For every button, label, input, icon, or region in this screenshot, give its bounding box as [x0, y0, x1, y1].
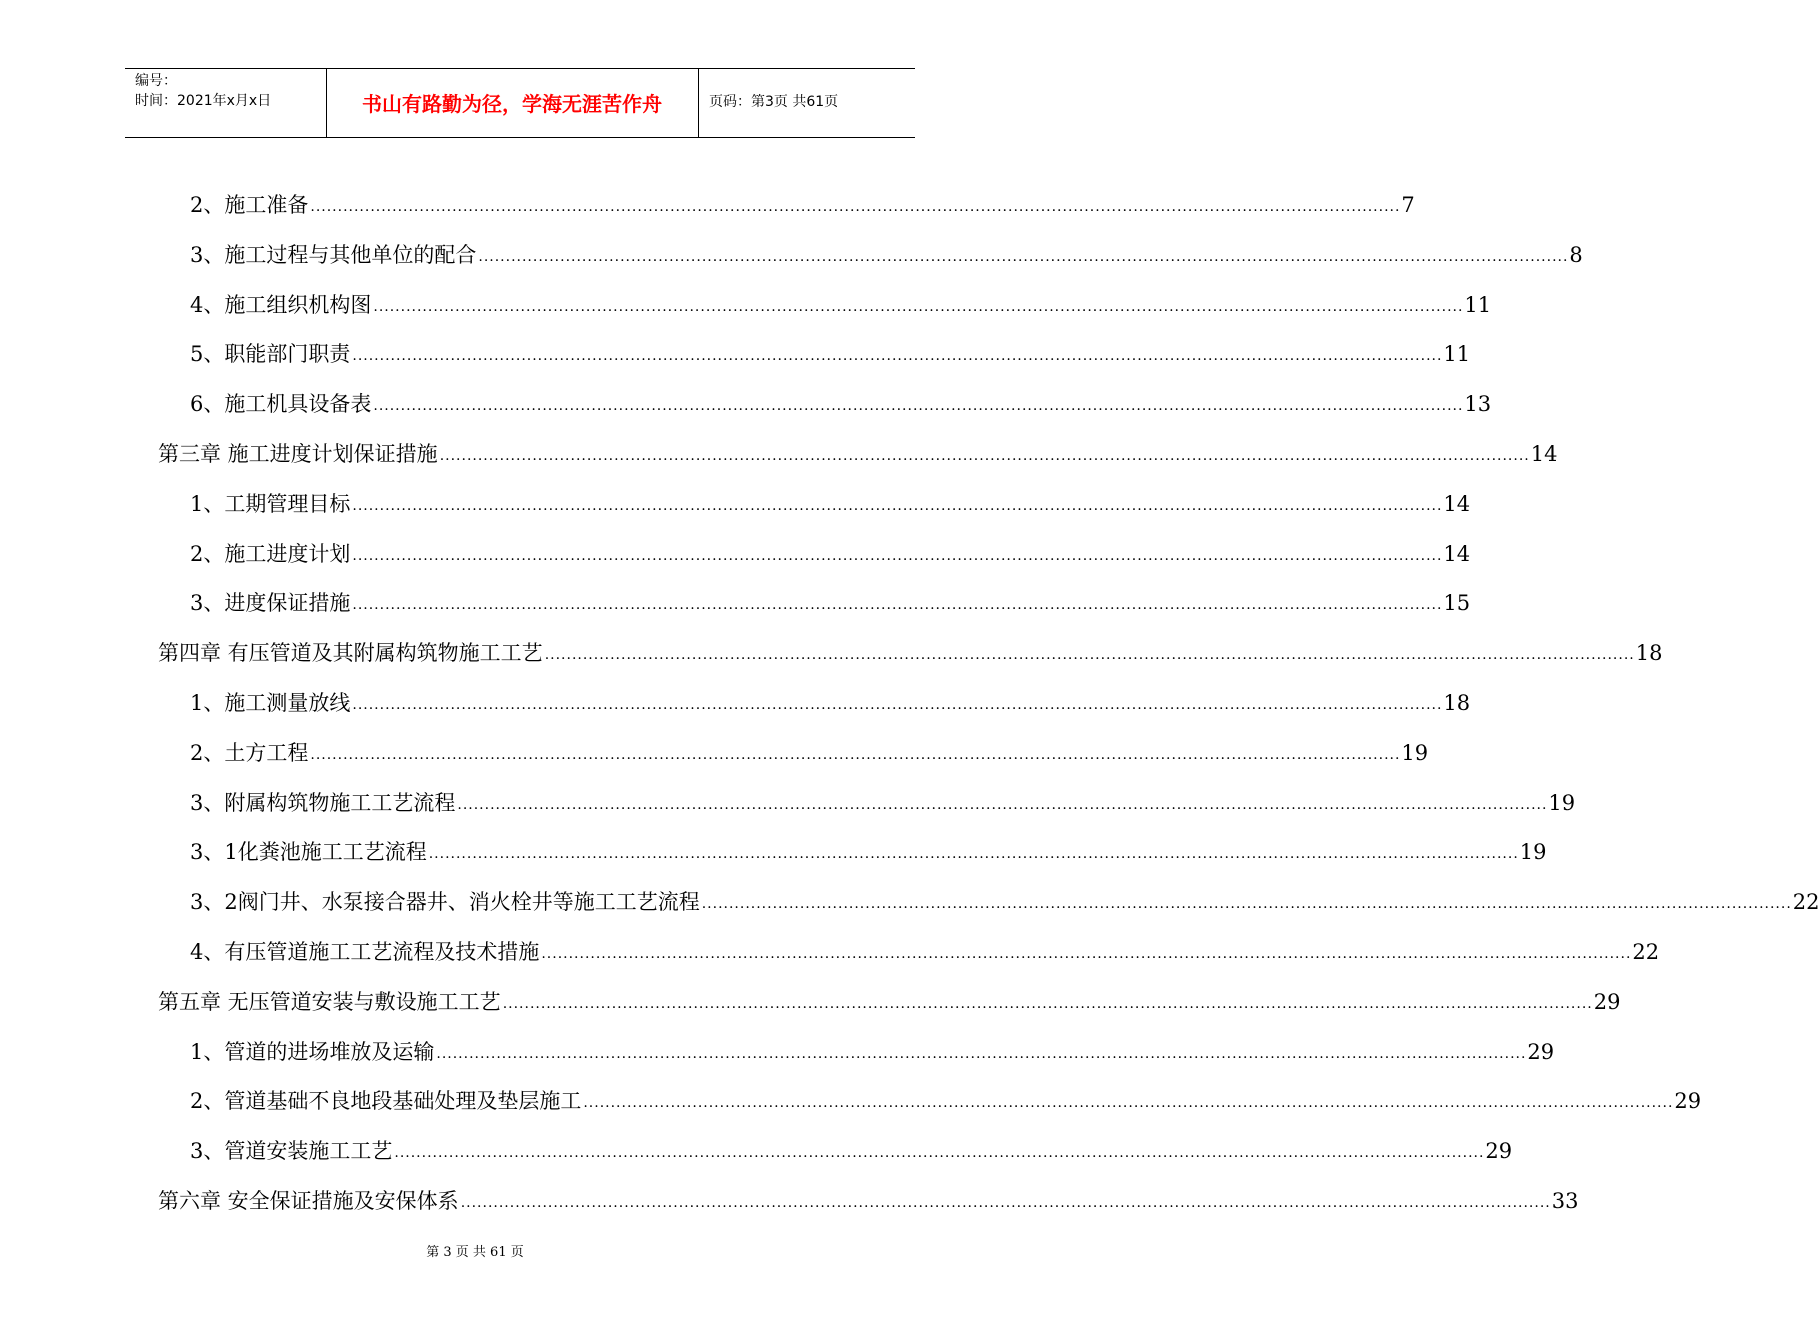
toc-leader-dots: ........................................................................................................................................................................................................ [428, 846, 1519, 862]
toc-page-number: 19 [1548, 791, 1576, 815]
toc-page-number: 19 [1401, 741, 1429, 765]
toc-section-entry[interactable] [190, 367, 1492, 417]
toc-page-number: 33 [1551, 1189, 1579, 1213]
toc-section-entry[interactable] [190, 317, 1471, 367]
toc-entry-title: 第五章 无压管道安装与敷设施工工艺 [158, 990, 501, 1014]
toc-entry-title: 4、施工组织机构图 [190, 293, 372, 317]
toc-section-entry[interactable] [190, 666, 1471, 716]
toc-page-number: 22 [1632, 940, 1660, 964]
toc-section-entry[interactable] [190, 168, 1415, 218]
toc-leader-dots: ........................................................................................................................................................................................................ [352, 498, 1443, 514]
toc-leader-dots: ........................................................................................................................................................................................................ [583, 1095, 1674, 1111]
toc-section-entry[interactable] [190, 268, 1492, 318]
header-divider [698, 69, 699, 137]
toc-page-number: 19 [1519, 840, 1547, 864]
toc-entry-title: 5、职能部门职责 [190, 342, 351, 366]
toc-entry-title: 3、2阀门井、水泵接合器井、消火栓井等施工工艺流程 [190, 890, 700, 914]
toc-leader-dots: ........................................................................................................................................................................................................ [373, 299, 1464, 315]
toc-entry-title: 2、土方工程 [190, 741, 309, 765]
toc-section-entry[interactable] [190, 566, 1471, 616]
toc-page-number: 14 [1443, 542, 1471, 566]
toc-entry-title: 第三章 施工进度计划保证措施 [158, 442, 438, 466]
toc-page-number: 8 [1569, 243, 1583, 267]
toc-entry-title: 3、进度保证措施 [190, 591, 351, 615]
toc-section-entry[interactable] [190, 1114, 1513, 1164]
toc-chapter-entry[interactable] [158, 965, 1621, 1015]
toc-leader-dots: ........................................................................................................................................................................................................ [436, 1046, 1527, 1062]
toc-entry-title: 第四章 有压管道及其附属构筑物施工工艺 [158, 641, 543, 665]
toc-page-number: 13 [1464, 392, 1492, 416]
toc-entry-title: 4、有压管道施工工艺流程及技术措施 [190, 940, 540, 964]
header-motto: 书山有路勤为径，学海无涯苦作舟 [362, 92, 662, 116]
code-label: 编号： [135, 73, 177, 89]
toc-leader-dots: ........................................................................................................................................................................................................ [544, 647, 1635, 663]
toc-section-entry[interactable] [190, 716, 1429, 766]
toc-entry-title: 1、施工测量放线 [190, 691, 351, 715]
toc-leader-dots: ........................................................................................................................................................................................................ [502, 996, 1593, 1012]
toc-entry-title: 第六章 安全保证措施及安保体系 [158, 1189, 459, 1213]
toc-section-entry[interactable] [190, 915, 1660, 965]
toc-section-entry[interactable] [190, 467, 1471, 517]
toc-page-number: 14 [1530, 442, 1558, 466]
toc-leader-dots: ........................................................................................................................................................................................................ [352, 597, 1443, 613]
toc-page-number: 11 [1464, 293, 1492, 317]
toc-section-entry[interactable] [190, 1064, 1702, 1114]
toc-page-number: 29 [1485, 1139, 1513, 1163]
page-header [125, 68, 915, 138]
toc-chapter-entry[interactable] [158, 616, 1663, 666]
toc-entry-title: 2、施工准备 [190, 193, 309, 217]
toc-entry-title: 1、工期管理目标 [190, 492, 351, 516]
toc-leader-dots: ........................................................................................................................................................................................................ [310, 199, 1401, 215]
toc-entry-title: 2、施工进度计划 [190, 542, 351, 566]
toc-leader-dots: ........................................................................................................................................................................................................ [439, 448, 1530, 464]
time-label: 时间：2021年x月x日 [135, 93, 272, 109]
toc-page-number: 29 [1593, 990, 1621, 1014]
toc-entry-title: 3、施工过程与其他单位的配合 [190, 243, 477, 267]
toc-section-entry[interactable] [190, 218, 1583, 268]
toc-leader-dots: ........................................................................................................................................................................................................ [457, 797, 1548, 813]
toc-leader-dots: ........................................................................................................................................................................................................ [394, 1145, 1485, 1161]
toc-leader-dots: ........................................................................................................................................................................................................ [310, 747, 1401, 763]
header-meta [135, 71, 271, 111]
toc-entry-title: 3、1化粪池施工工艺流程 [190, 840, 427, 864]
toc-page-number: 18 [1635, 641, 1663, 665]
page-footer: 第 3 页 共 61 页 [426, 1245, 524, 1260]
toc-page-number: 22 [1792, 890, 1820, 914]
toc-leader-dots: ........................................................................................................................................................................................................ [352, 348, 1443, 364]
toc-leader-dots: ........................................................................................................................................................................................................ [352, 548, 1443, 564]
toc-section-entry[interactable] [190, 517, 1471, 567]
toc-page-number: 7 [1401, 193, 1415, 217]
toc-page-number: 15 [1443, 591, 1471, 615]
toc-leader-dots: ........................................................................................................................................................................................................ [373, 398, 1464, 414]
toc-page-number: 18 [1443, 691, 1471, 715]
toc-page-number: 14 [1443, 492, 1471, 516]
toc-page-number: 11 [1443, 342, 1471, 366]
toc-section-entry[interactable] [190, 1015, 1555, 1065]
toc-leader-dots: ........................................................................................................................................................................................................ [541, 946, 1632, 962]
toc-leader-dots: ........................................................................................................................................................................................................ [352, 697, 1443, 713]
toc-entry-title: 1、管道的进场堆放及运输 [190, 1040, 435, 1064]
header-page-label: 页码：第3页 共61页 [709, 94, 839, 110]
toc-chapter-entry[interactable] [158, 417, 1558, 467]
toc-leader-dots: ........................................................................................................................................................................................................ [460, 1195, 1551, 1211]
toc-entry-title: 3、附属构筑物施工工艺流程 [190, 791, 456, 815]
toc-entry-title: 2、管道基础不良地段基础处理及垫层施工 [190, 1089, 582, 1113]
toc-page-number: 29 [1674, 1089, 1702, 1113]
toc-entry-title: 6、施工机具设备表 [190, 392, 372, 416]
toc-section-entry[interactable] [190, 865, 1820, 915]
toc-chapter-entry[interactable] [158, 1164, 1579, 1214]
toc-section-entry[interactable] [190, 766, 1576, 816]
toc-leader-dots: ........................................................................................................................................................................................................ [478, 249, 1569, 265]
toc-page-number: 29 [1527, 1040, 1555, 1064]
toc-section-entry[interactable] [190, 815, 1547, 865]
toc-leader-dots: ........................................................................................................................................................................................................ [701, 896, 1792, 912]
toc-entry-title: 3、管道安装施工工艺 [190, 1139, 393, 1163]
